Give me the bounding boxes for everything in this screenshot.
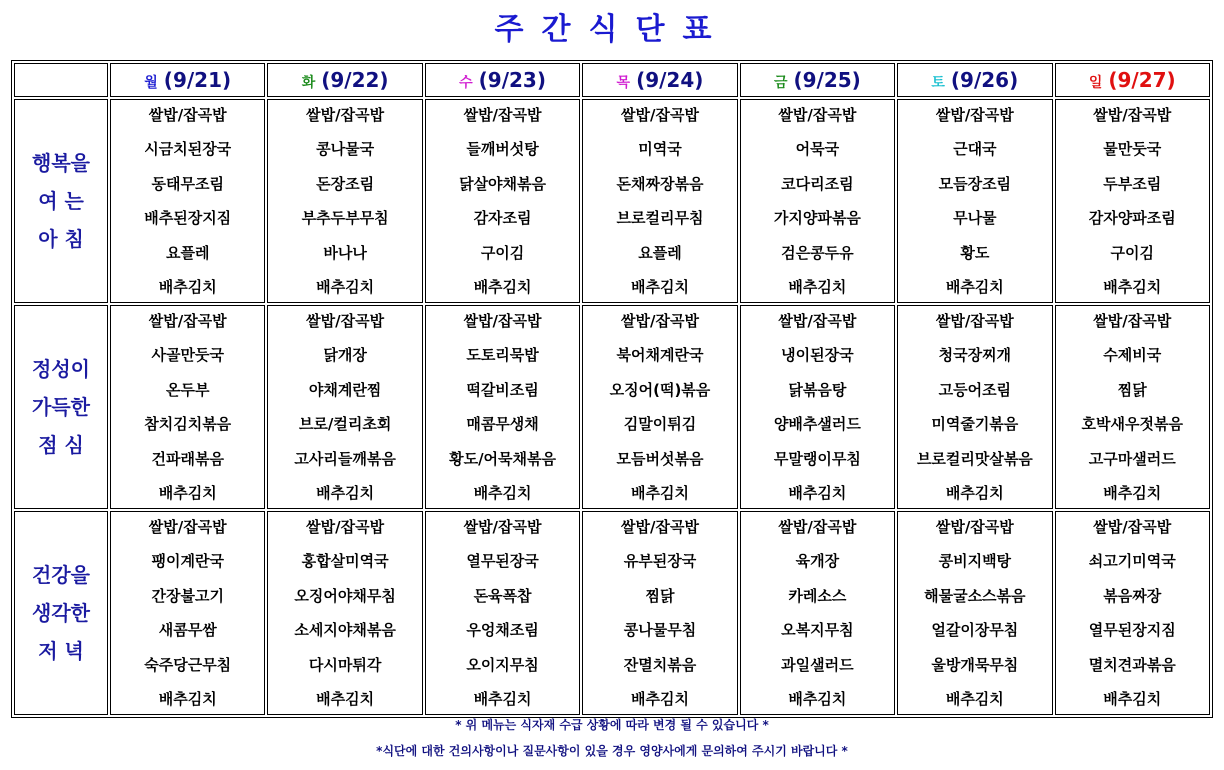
meal-label-line: 아 침: [38, 227, 84, 251]
menu-item: 무말랭이무침: [773, 449, 861, 468]
menu-item: 쌀밥/잡곡밥: [621, 106, 699, 124]
weekly-menu-table: [11, 60, 1213, 718]
menu-item: 건파래볶음: [151, 449, 224, 468]
menu-item: 쌀밥/잡곡밥: [148, 312, 227, 330]
menu-item: 쌀밥/잡곡밥: [778, 106, 857, 124]
corner-cell: [14, 63, 108, 97]
meal-label-line: 가득한: [32, 395, 90, 419]
menu-cell: [740, 99, 895, 303]
menu-item: 브로컬리무침: [616, 209, 704, 228]
menu-item: 돈육폭찹: [473, 586, 532, 605]
menu-item: 구이김: [1110, 243, 1154, 262]
menu-cell: [897, 305, 1052, 509]
menu-item: 소세지야채볶음: [294, 621, 396, 640]
day-header: [425, 63, 580, 97]
menu-cell: [740, 305, 895, 509]
menu-cell: [897, 99, 1052, 303]
menu-item: 고구마샐러드: [1088, 449, 1176, 468]
menu-item: 얼갈이장무침: [931, 621, 1019, 640]
menu-item: 요플레: [165, 243, 210, 262]
menu-cell: [267, 99, 422, 303]
menu-cell: [582, 99, 737, 303]
menu-item: 배추김치: [630, 689, 689, 708]
menu-cell: [1055, 305, 1210, 509]
menu-item: 오복지무침: [781, 621, 854, 640]
menu-item: 모듬장조림: [938, 174, 1012, 193]
menu-item: 쌀밥/잡곡밥: [306, 312, 385, 330]
menu-item: 열무된장지짐: [1088, 621, 1176, 640]
menu-item: 배추김치: [630, 277, 689, 296]
menu-item: 쌀밥/잡곡밥: [148, 106, 227, 124]
menu-item: 고등어조림: [938, 380, 1012, 399]
menu-item: 육개장: [795, 552, 840, 571]
menu-item: 감자양파조림: [1088, 209, 1176, 228]
menu-item: 배추김치: [1103, 277, 1162, 296]
menu-item: 닭살야채볶음: [459, 174, 547, 193]
menu-item: 검은콩두유: [781, 243, 854, 262]
menu-item: 팽이계란국: [151, 552, 224, 571]
menu-item: 배추된장지짐: [144, 209, 232, 228]
menu-item: 고사리들깨볶음: [294, 449, 396, 468]
day-name: 수: [459, 75, 473, 91]
day-date: (9/27): [1108, 68, 1176, 92]
menu-item: 쌀밥/잡곡밥: [935, 106, 1014, 124]
meal-label-line: 저 녁: [38, 639, 84, 663]
menu-item: 수제비국: [1103, 346, 1162, 365]
menu-item: 콩나물국: [316, 140, 375, 159]
menu-item: 쌀밥/잡곡밥: [306, 106, 385, 124]
menu-item: 브로컬리맛살볶음: [916, 449, 1033, 468]
meal-row: [14, 99, 1210, 303]
day-header: [267, 63, 422, 97]
menu-cell: [425, 511, 580, 715]
menu-cell: [1055, 99, 1210, 303]
menu-item: 두부조림: [1103, 174, 1162, 193]
menu-cell: [425, 305, 580, 509]
menu-item: 요플레: [638, 243, 682, 262]
menu-item: 쇠고기미역국: [1088, 552, 1176, 571]
menu-item: 배추김치: [316, 689, 375, 708]
menu-item: 무나물: [953, 209, 997, 228]
menu-item: 배추김치: [473, 483, 532, 502]
menu-item: 배추김치: [473, 277, 532, 296]
menu-item: 들깨버섯탕: [466, 140, 539, 159]
menu-item: 부추두부무침: [301, 209, 389, 228]
menu-cell: [267, 305, 422, 509]
menu-item: 볶음짜장: [1103, 586, 1162, 605]
meal-row: [14, 511, 1210, 715]
menu-item: 해물굴소스볶음: [924, 586, 1026, 605]
menu-item: 잔멸치볶음: [623, 655, 697, 674]
menu-cell: [1055, 511, 1210, 715]
header-row: [14, 63, 1210, 97]
menu-item: 냉이된장국: [781, 346, 854, 365]
menu-cell: [582, 511, 737, 715]
menu-cell: [425, 99, 580, 303]
menu-item: 김말이튀김: [623, 415, 697, 434]
day-date: (9/24): [636, 68, 704, 92]
menu-cell: [110, 99, 265, 303]
menu-cell: [740, 511, 895, 715]
menu-item: 쌀밥/잡곡밥: [306, 518, 385, 536]
menu-item: 쌀밥/잡곡밥: [463, 106, 542, 124]
menu-item: 배추김치: [788, 277, 847, 296]
menu-item: 물만둣국: [1103, 140, 1162, 159]
day-date: (9/22): [321, 68, 389, 92]
menu-item: 참치김치볶음: [144, 415, 232, 434]
menu-item: 배추김치: [158, 689, 217, 708]
day-header: [582, 63, 737, 97]
menu-item: 가지양파볶음: [773, 209, 861, 228]
menu-item: 쌀밥/잡곡밥: [935, 312, 1014, 330]
menu-item: 배추김치: [630, 483, 689, 502]
menu-item: 배추김치: [788, 689, 847, 708]
day-header: [1055, 63, 1210, 97]
menu-cell: [267, 511, 422, 715]
menu-item: 홍합살미역국: [301, 552, 389, 571]
menu-item: 쌀밥/잡곡밥: [621, 518, 699, 536]
meal-label-line: 점 심: [38, 433, 84, 457]
menu-cell: [582, 305, 737, 509]
menu-item: 배추김치: [945, 689, 1004, 708]
menu-item: 쌀밥/잡곡밥: [1093, 106, 1172, 124]
meal-label: [14, 511, 108, 715]
menu-item: 바나나: [323, 243, 367, 262]
menu-item: 구이김: [480, 243, 525, 262]
menu-item: 배추김치: [473, 689, 532, 708]
menu-item: 배추김치: [316, 483, 375, 502]
menu-item: 간장불고기: [151, 586, 224, 605]
menu-item: 멸치견과볶음: [1088, 655, 1176, 674]
menu-item: 우엉채조림: [466, 621, 539, 640]
menu-item: 도토리묵밥: [466, 346, 539, 365]
day-name: 월: [144, 75, 158, 91]
meal-label-line: 행복을: [32, 151, 90, 175]
menu-item: 오징어(떡)볶음: [609, 380, 711, 399]
menu-item: 숙주당근무침: [144, 655, 232, 674]
day-date: (9/25): [793, 68, 861, 92]
menu-item: 배추김치: [1103, 689, 1162, 708]
menu-item: 배추김치: [158, 277, 217, 296]
menu-item: 배추김치: [945, 483, 1004, 502]
day-date: (9/26): [950, 68, 1019, 92]
menu-item: 배추김치: [316, 277, 375, 296]
menu-item: 쌀밥/잡곡밥: [1093, 518, 1172, 536]
menu-item: 닭개장: [323, 346, 367, 365]
day-date: (9/23): [478, 68, 546, 92]
menu-item: 쌀밥/잡곡밥: [463, 518, 542, 536]
menu-item: 미역줄기볶음: [931, 415, 1019, 434]
menu-item: 배추김치: [1103, 483, 1162, 502]
menu-item: 청국장찌개: [938, 346, 1012, 365]
menu-item: 미역국: [638, 140, 682, 159]
menu-item: 어묵국: [795, 140, 840, 159]
menu-cell: [897, 511, 1052, 715]
menu-item: 쌀밥/잡곡밥: [621, 312, 699, 330]
menu-item: 찜닭: [645, 586, 675, 605]
day-name: 목: [616, 75, 631, 91]
menu-item: 쌀밥/잡곡밥: [778, 518, 857, 536]
menu-item: 카레소스: [788, 586, 847, 605]
menu-item: 새콤무쌈: [158, 621, 217, 640]
menu-item: 황도: [960, 243, 990, 262]
menu-item: 양배추샐러드: [773, 415, 861, 434]
menu-item: 황도/어묵채볶음: [449, 449, 557, 468]
menu-item: 배추김치: [158, 483, 217, 502]
meal-label-line: 건강을: [32, 563, 90, 587]
menu-item: 다시마튀각: [308, 655, 382, 674]
notice-inquiry: *식단에 대한 건의사항이나 질문사항이 있을 경우 영양사에게 문의하여 주시기 바랍니다 *: [376, 744, 848, 758]
menu-item: 오징어야채무침: [294, 586, 396, 605]
meal-label-line: 생각한: [32, 601, 90, 625]
menu-item: 매콤무생채: [466, 415, 539, 434]
menu-item: 쌀밥/잡곡밥: [935, 518, 1014, 536]
menu-item: 근대국: [953, 140, 997, 159]
menu-item: 북어채계란국: [616, 346, 704, 365]
menu-item: 쌀밥/잡곡밥: [1093, 312, 1172, 330]
meal-label-line: 정성이: [32, 357, 90, 381]
menu-item: 온두부: [165, 380, 210, 399]
menu-item: 쌀밥/잡곡밥: [148, 518, 227, 536]
menu-item: 배추김치: [945, 277, 1004, 296]
day-name: 금: [773, 75, 788, 91]
menu-item: 콩나물무침: [623, 621, 697, 640]
day-name: 일: [1088, 75, 1103, 91]
menu-item: 과일샐러드: [781, 655, 854, 674]
menu-item: 울방개묵무침: [931, 655, 1019, 674]
notice-change: * 위 메뉴는 식자재 수급 상황에 따라 변경 될 수 있습니다 *: [455, 718, 769, 732]
menu-item: 사골만둣국: [151, 346, 224, 365]
menu-item: 쌀밥/잡곡밥: [778, 312, 857, 330]
menu-item: 닭볶음탕: [788, 380, 847, 399]
menu-item: 시금치된장국: [144, 140, 232, 159]
day-header: [110, 63, 265, 97]
menu-item: 브로/컬리초회: [298, 415, 392, 434]
menu-item: 배추김치: [788, 483, 847, 502]
menu-item: 유부된장국: [623, 552, 697, 571]
menu-cell: [110, 511, 265, 715]
menu-item: 모듬버섯볶음: [616, 449, 704, 468]
menu-item: 열무된장국: [466, 552, 539, 571]
menu-item: 찜닭: [1117, 380, 1147, 399]
menu-item: 코다리조림: [781, 174, 854, 193]
menu-item: 돈채짜장볶음: [616, 174, 704, 193]
menu-cell: [110, 305, 265, 509]
menu-item: 쌀밥/잡곡밥: [463, 312, 542, 330]
day-date: (9/21): [163, 68, 232, 92]
menu-item: 호박새우젓볶음: [1081, 415, 1183, 434]
meal-label-line: 여 는: [38, 189, 84, 213]
day-header: [897, 63, 1052, 97]
page-title: 주간식단표: [494, 12, 730, 47]
day-header: [740, 63, 895, 97]
day-name: 화: [301, 75, 316, 91]
meal-row: [14, 305, 1210, 509]
meal-label: [14, 99, 108, 303]
menu-item: 야채계란찜: [308, 380, 382, 399]
meal-label: [14, 305, 108, 509]
menu-item: 콩비지백탕: [938, 552, 1012, 571]
menu-item: 감자조림: [473, 209, 532, 228]
day-name: 토: [931, 75, 945, 91]
menu-item: 오이지무침: [466, 655, 539, 674]
menu-item: 돈장조림: [316, 174, 375, 193]
menu-item: 동태무조림: [151, 174, 224, 193]
menu-item: 떡갈비조림: [466, 380, 539, 399]
